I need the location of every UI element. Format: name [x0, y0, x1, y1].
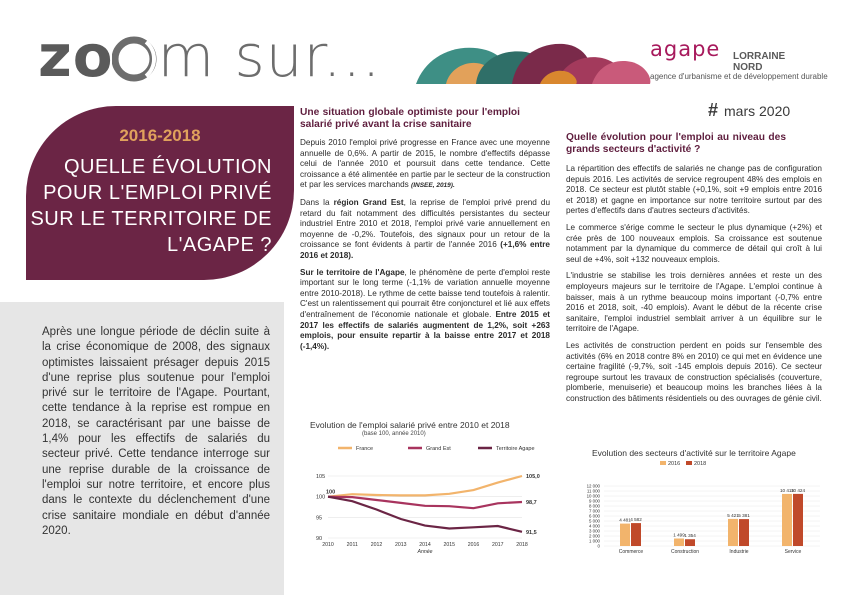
bar-category-label-3: Service — [784, 549, 802, 555]
bar-legend-swatch-1 — [686, 461, 692, 465]
paragraph-construction: Les activités de construction perdent en poids sur l'ensemble des activités (6% en 2018 contre 8% en 2010) ce qui met en évidence une certaine fragilité (-9,7%, soit -145 emplois depuis 2016). Ce secteur regroupe surtout les travaux de construction spécialisés (couverture, plomberie, menuiserie) et beaucoup moins les branches liées à la construction des bâtiments résidentiels ou des ouvrages de génie civil. — [566, 340, 822, 403]
column-situation — [300, 107, 550, 358]
agency-tagline: agence d'urbanisme et de développement durable — [650, 72, 828, 81]
bar-y-tick-label-4: 4 000 — [589, 523, 600, 529]
paragraph-services: La répartition des effectifs de salariés ne change pas de configuration depuis 2016. Les activités de service regroupent 48% des emplois en 2018. Ce secteur est plutôt stable (+0,1%, soit +9 emplois entre 2016 et 2018) et gagne en importance sur notre territoire surtout par des pertes d'effectifs dans d'autres secteurs d'activités. — [566, 164, 822, 216]
bar-industrie-2016 — [728, 519, 738, 546]
section-heading-situation: Une situation globale optimiste pour l'emploi salarié privé avant la crise sanitaire — [300, 107, 520, 130]
bar-commerce-2016 — [620, 524, 630, 546]
bar-chart-svg — [564, 446, 830, 564]
bar-legend-label-1: 2018 — [694, 461, 707, 467]
bar-construction-2018 — [685, 539, 695, 546]
paragraph-france: Depuis 2010 l'emploi privé progresse en France avec une moyenne annuelle de 0,6%. A partir de 2015, le nombre d'effectifs dépasse celui de l'année 2010 et poursuit dans cette tendance. Cette croissance a été alimentée en partie par le secteur de la construction et par les services marchands (INSEE, 2019). — [300, 138, 550, 190]
bar-chart-title: Evolution des secteurs d'activité sur le territoire Agape — [592, 448, 796, 458]
bar-category-label-1: Construction — [670, 549, 700, 555]
bar-construction-2016 — [674, 539, 684, 546]
x-tick-label-6: 2016 — [467, 542, 480, 548]
end-label-2: 91,5 — [526, 529, 537, 536]
logo-line-1: LORRAINE — [733, 51, 786, 62]
bar-y-tick-label-10: 10 000 — [586, 493, 600, 499]
series-line-2 — [328, 497, 522, 532]
legend-label-2: Territoire Agape — [496, 446, 535, 452]
bar-category-label-2: Industrie — [729, 549, 749, 555]
issue-date-text: mars 2020 — [724, 103, 791, 119]
line-chart-svg — [300, 418, 550, 558]
bar-value-label-1-1: 1 354 — [684, 533, 696, 539]
title-zoom-bold: zo — [38, 22, 114, 90]
bar-value-label-2-0: 5 421 — [727, 512, 739, 518]
bar-industrie-2018 — [739, 519, 749, 546]
hero-question: QUELLE ÉVOLUTION POUR L'EMPLOI PRIVÉ SUR LE TERRITOIRE DE L'AGAPE ? — [30, 156, 272, 256]
x-tick-label-1: 2011 — [346, 542, 358, 548]
x-tick-label-7: 2017 — [491, 542, 504, 548]
x-tick-label-0: 2010 — [322, 542, 334, 548]
bar-category-label-0: Commerce — [618, 549, 644, 555]
x-tick-label-4: 2014 — [419, 542, 431, 548]
x-tick-label-8: 2018 — [516, 542, 528, 548]
column-secteurs — [566, 132, 822, 410]
bar-y-tick-label-6: 6 000 — [589, 513, 600, 519]
bar-y-tick-label-0: 0 — [597, 543, 600, 549]
intro-text: Après une longue période de déclin suite à la crise économique de 2008, des signaux optimistes laissaient présager depuis 2015 d'une reprise plus soutenue pour l'emploi privé sur le territoire de l'Agape. Pourtant, cette tendance à la reprise est rompue en 2018, se caractérisant par une baisse de 1,4% pour les effectifs de salariés du secteur privé. Cette tendance interroge sur une reprise durable de la croissance de l'emploi sur notre territoire, et encore plus dans le contexte du déclenchement d'une crise sanitaire mondiale en début d'année 2020. — [42, 326, 270, 537]
bar-y-tick-label-3: 3 000 — [589, 528, 600, 534]
x-tick-label-5: 2015 — [443, 542, 456, 548]
start-label: 100 — [326, 489, 336, 496]
title-zoom-rest: m sur... — [157, 22, 382, 90]
paragraph-grand-est: Dans la région Grand Est, la reprise de l'emploi privé prend du retard du fait notamment des difficultés persistantes du secteur industriel Entre 2010 et 2018, l'emploi privé varie annuellement en moyenne de -0,2%. Toutefois, des signaux pour un retour de la croissance se font évidents à partir de l'année 2016 (+1,6% entre 2016 et 2018). — [300, 197, 551, 260]
y-tick-label-0: 90 — [316, 536, 323, 542]
bar-value-label-0-0: 4 481 — [619, 517, 631, 523]
section-heading-secteurs: Quelle évolution pour l'emploi au niveau des grands secteurs d'activité ? — [566, 132, 786, 155]
legend-label-1: Grand Est — [426, 446, 451, 452]
hero-years: 2016-2018 — [119, 126, 201, 145]
issue-date — [708, 100, 790, 121]
bar-chart — [564, 446, 830, 564]
bar-value-label-2-1: 5 381 — [738, 513, 750, 519]
bar-value-label-0-1: 4 582 — [630, 517, 642, 523]
zoom-lens-icon — [112, 36, 162, 82]
paragraph-agape: Sur le territoire de l'Agape, le phénomène de perte d'emploi reste important sur le long terme (-1,1% de variation annuelle moyenne entre 2010-2018). Le rythme de cette baisse tend toutefois à ralentir. C'est un ralentissement qui pourrait être conjoncturel et lié aux effets d'entraînement de l'économie nationale et globale. Entre 2015 et 2017 les effectifs de salariés augmentent de 1,2%, soit +263 emplois, pour ensuite repartir à la baisse entre 2017 et 2018 (-1,4%). — [300, 267, 550, 351]
paragraph-industrie: L'industrie se stabilise les trois dernières années et reste un des employeurs majeurs sur le territoire de l'Agape. L'emploi continue à baisser, mais à un rythme beaucoup moins important (-0,7% entre 2016 et 2018, soit, -40 emplois). Avant le début de la récente crise sanitaire, l'emploi industriel semblait arriver à un équilibre sur le territoire de l'Agape. — [566, 271, 822, 334]
y-tick-label-3: 105 — [316, 474, 326, 480]
bar-y-tick-label-2: 2 000 — [589, 533, 600, 539]
bar-y-tick-label-9: 9 000 — [589, 498, 600, 504]
bar-service-2016 — [782, 494, 792, 546]
bar-y-tick-label-5: 5 000 — [589, 518, 600, 524]
end-label-1: 98,7 — [526, 500, 537, 507]
series-line-0 — [328, 476, 522, 497]
x-axis-label: Année — [417, 549, 433, 555]
bar-value-label-3-1: 10 424 — [790, 487, 806, 493]
hash-icon: # — [708, 100, 719, 120]
x-tick-label-3: 2013 — [394, 542, 407, 548]
bar-legend-swatch-0 — [660, 461, 666, 465]
line-chart — [300, 418, 550, 558]
bar-y-tick-label-7: 7 000 — [589, 508, 600, 514]
bar-y-tick-label-12: 12 000 — [586, 483, 600, 489]
bar-y-tick-label-11: 11 000 — [586, 488, 600, 494]
decorative-shapes — [416, 36, 652, 84]
bar-commerce-2018 — [631, 523, 641, 546]
end-label-0: 105,0 — [526, 474, 540, 480]
bar-value-label-1-0: 1 499 — [673, 532, 685, 538]
agape-logo-word: agape — [650, 37, 721, 61]
line-chart-title: Evolution de l'emploi salarié privé entre 2010 et 2018 — [310, 420, 510, 430]
publication-title — [38, 22, 382, 90]
bar-service-2018 — [793, 494, 803, 546]
logo-line-2: NORD — [733, 62, 763, 73]
paragraph-commerce: Le commerce s'érige comme le secteur le plus dynamique (+2%) et crée près de 100 nouveaux emplois. Sa croissance est soutenue notamment par la dynamique du commerce de détail qui croît à lui seul de +4%, soit +132 nouveaux emplois. — [566, 222, 822, 264]
agape-logo-subtitle — [733, 51, 785, 73]
line-chart-subtitle: (base 100, année 2010) — [362, 431, 426, 437]
bar-legend-label-0: 2016 — [668, 461, 681, 467]
y-tick-label-2: 100 — [316, 494, 326, 501]
bar-value-label-3-0: 10 415 — [779, 487, 795, 493]
y-tick-label-1: 95 — [316, 515, 323, 522]
bar-y-tick-label-1: 1 000 — [589, 538, 600, 544]
legend-label-0: France — [356, 446, 374, 452]
bar-y-tick-label-8: 8 000 — [589, 503, 600, 509]
x-tick-label-2: 2012 — [370, 542, 383, 548]
